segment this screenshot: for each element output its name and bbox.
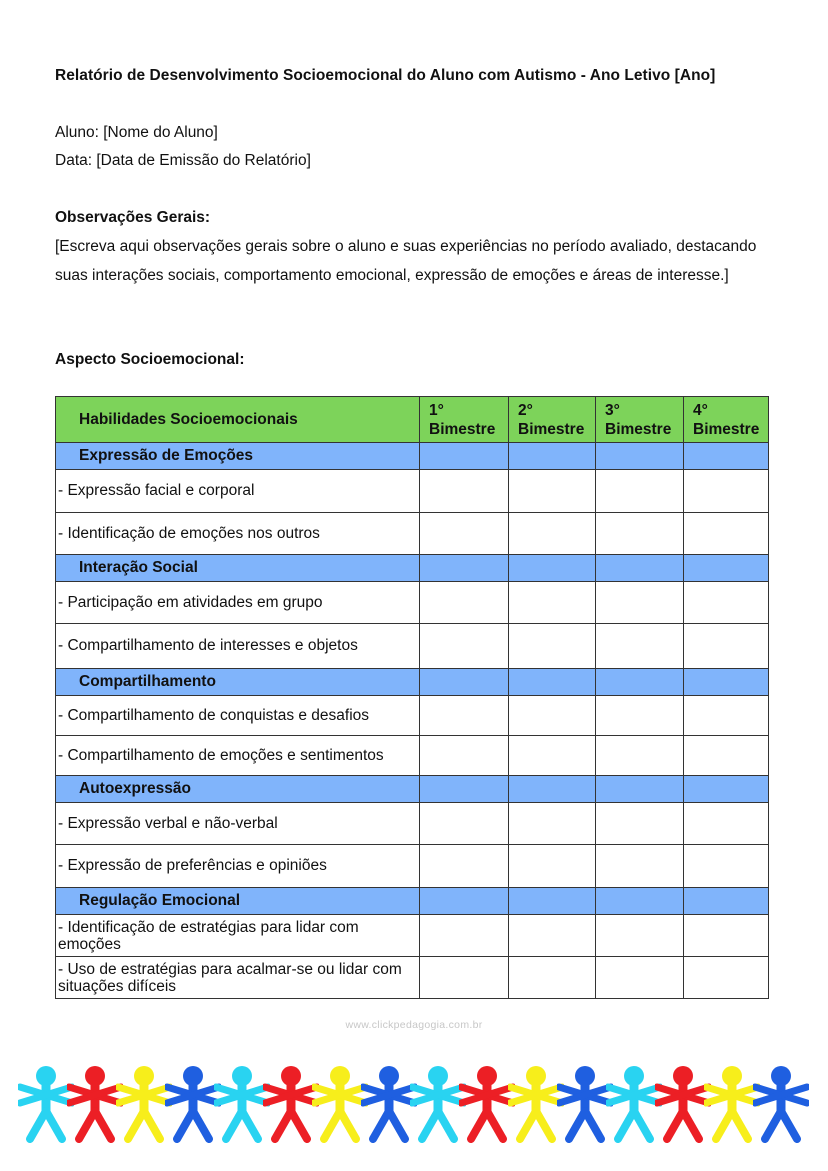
category-cell [509,888,596,915]
category-cell [684,443,769,470]
category-row [56,888,769,915]
grade-cell[interactable] [596,803,684,845]
category-cell [509,776,596,803]
skill-label: - Compartilhamento de interesses e objetos [56,624,420,669]
table-row [56,736,769,776]
paper-doll-figure-icon [67,1065,123,1143]
category-row [56,443,769,470]
grade-cell[interactable] [509,624,596,669]
skill-label: - Participação em atividades em grupo [56,582,420,624]
grade-cell[interactable] [509,696,596,736]
grade-cell[interactable] [420,915,509,957]
period-header-1 [420,397,509,443]
period-label: Bimestre [429,420,496,438]
period-header-4 [684,397,769,443]
period-label: Bimestre [693,420,760,438]
paper-doll-figure-icon [361,1065,417,1143]
paper-doll-figure-icon [557,1065,613,1143]
grade-cell[interactable] [684,736,769,776]
skill-label: - Expressão verbal e não-verbal [56,803,420,845]
paper-doll-figure-icon [312,1065,368,1143]
category-cell [596,443,684,470]
period-label: Bimestre [605,420,672,438]
grade-cell[interactable] [420,582,509,624]
table-row [56,915,769,957]
grade-cell[interactable] [420,513,509,555]
skill-label: - Compartilhamento de emoções e sentimentos [56,736,420,776]
period-label: Bimestre [518,420,585,438]
paper-doll-figure-icon [18,1065,74,1143]
period-header-3 [596,397,684,443]
grade-cell[interactable] [684,696,769,736]
grade-cell[interactable] [684,582,769,624]
skill-label: - Expressão de preferências e opiniões [56,845,420,888]
grade-cell[interactable] [509,470,596,513]
paper-doll-figure-icon [116,1065,172,1143]
period-number: 2° [518,401,533,419]
table-row [56,513,769,555]
report-date-line: Data: [Data de Emissão do Relatório] [55,152,311,169]
paper-doll-figure-icon [214,1065,270,1143]
period-header-2 [509,397,596,443]
category-cell [596,888,684,915]
student-name-line: Aluno: [Nome do Aluno] [55,124,218,141]
grade-cell[interactable] [596,845,684,888]
paper-doll-figure-icon [410,1065,466,1143]
grade-cell[interactable] [509,957,596,999]
category-label: Autoexpressão [56,776,420,803]
category-cell [420,776,509,803]
grade-cell[interactable] [596,957,684,999]
grade-cell[interactable] [684,845,769,888]
paper-doll-figure-icon [508,1065,564,1143]
paper-doll-figure-icon [606,1065,662,1143]
period-number: 1° [429,401,444,419]
skill-label: - Identificação de estratégias para lidar com emoções [56,915,420,957]
paper-doll-figure-icon [655,1065,711,1143]
grade-cell[interactable] [420,470,509,513]
table-row [56,845,769,888]
category-row [56,669,769,696]
grade-cell[interactable] [596,582,684,624]
skills-column-header: Habilidades Socioemocionais [56,397,420,443]
grade-cell[interactable] [420,845,509,888]
category-cell [420,669,509,696]
paper-doll-chain [18,1065,818,1145]
grade-cell[interactable] [596,470,684,513]
grade-cell[interactable] [509,582,596,624]
category-cell [509,443,596,470]
category-row [56,555,769,582]
table-row [56,803,769,845]
grade-cell[interactable] [596,915,684,957]
category-label: Interação Social [56,555,420,582]
grade-cell[interactable] [420,624,509,669]
table-row [56,957,769,999]
paper-doll-figure-icon [753,1065,809,1143]
table-header-row [56,397,769,443]
grade-cell[interactable] [684,957,769,999]
aspect-heading: Aspecto Socioemocional: [55,351,245,368]
table-row [56,624,769,669]
category-row [56,776,769,803]
paper-doll-figure-icon [263,1065,319,1143]
paper-doll-figure-icon [459,1065,515,1143]
website-watermark: www.clickpedagogia.com.br [345,1019,483,1031]
category-label: Regulação Emocional [56,888,420,915]
grade-cell[interactable] [596,696,684,736]
grade-cell[interactable] [509,736,596,776]
category-cell [684,888,769,915]
grade-cell[interactable] [596,513,684,555]
skill-label: - Uso de estratégias para acalmar-se ou lidar com situações difíceis [56,957,420,999]
category-cell [684,669,769,696]
category-cell [420,443,509,470]
table-row [56,470,769,513]
grade-cell[interactable] [509,513,596,555]
category-cell [596,669,684,696]
grade-cell[interactable] [596,624,684,669]
grade-cell[interactable] [684,470,769,513]
grade-cell[interactable] [420,736,509,776]
category-cell [596,776,684,803]
skill-label: - Identificação de emoções nos outros [56,513,420,555]
category-cell [420,555,509,582]
category-cell [596,555,684,582]
grade-cell[interactable] [684,624,769,669]
period-number: 3° [605,401,620,419]
category-label: Expressão de Emoções [56,443,420,470]
grade-cell[interactable] [684,803,769,845]
grade-cell[interactable] [509,845,596,888]
category-cell [509,555,596,582]
grade-cell[interactable] [420,696,509,736]
skill-label: - Expressão facial e corporal [56,470,420,513]
paper-doll-figure-icon [704,1065,760,1143]
grade-cell[interactable] [509,915,596,957]
category-cell [684,776,769,803]
socioemotional-skills-table [55,396,769,999]
category-label: Compartilhamento [56,669,420,696]
report-title: Relatório de Desenvolvimento Socioemocional do Aluno com Autismo - Ano Letivo [Ano] [55,67,716,84]
grade-cell[interactable] [509,803,596,845]
grade-cell[interactable] [420,803,509,845]
observations-heading: Observações Gerais: [55,209,211,226]
table-row [56,582,769,624]
grade-cell[interactable] [684,513,769,555]
category-cell [420,888,509,915]
observations-text: [Escreva aqui observações gerais sobre o aluno e suas experiências no período avaliado, destacando suas interações sociais, comportamento emocional, expressão de emoções e áreas de interesse.] [55,238,757,284]
table-row [56,696,769,736]
skill-label: - Compartilhamento de conquistas e desafios [56,696,420,736]
category-cell [684,555,769,582]
grade-cell[interactable] [684,915,769,957]
grade-cell[interactable] [596,736,684,776]
grade-cell[interactable] [420,957,509,999]
period-number: 4° [693,401,708,419]
category-cell [509,669,596,696]
paper-doll-figure-icon [165,1065,221,1143]
